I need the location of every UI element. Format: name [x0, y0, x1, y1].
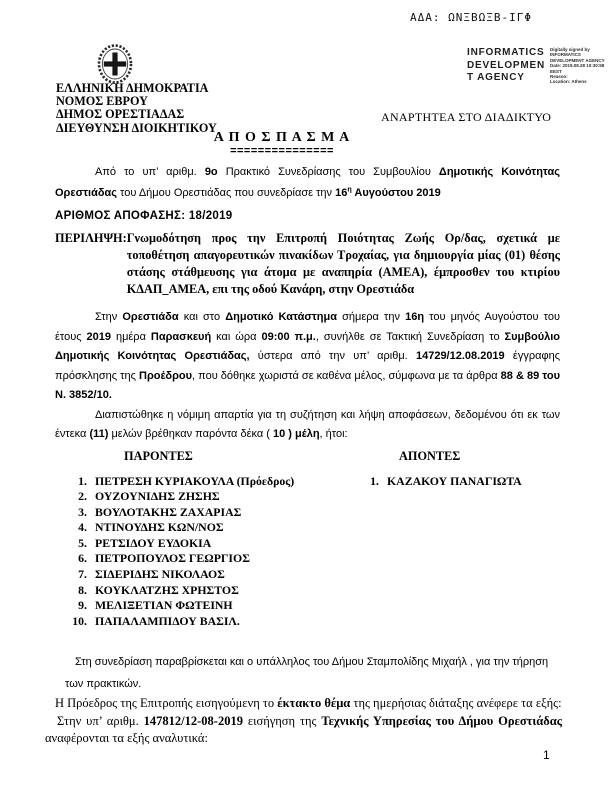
org-header-line: ΕΛΛΗΝΙΚΗ ΔΗΜΟΚΡΑΤΙΑ [56, 81, 209, 95]
present-list-item: ΡΕΤΣΙΔΟΥ ΕΥΔΟΚΙΑ [95, 535, 212, 550]
present-list-item: ΠΕΤΡΟΠΟΥΛΟΣ ΓΕΩΡΓΙΟΣ [95, 551, 250, 566]
present-list-item: ΒΟΥΛΟΤΑΚΗΣ ΖΑΧΑΡΙΑΣ [95, 504, 242, 519]
summary-block [55, 230, 560, 298]
stamp-detail-line: EEST [550, 68, 562, 74]
org-header-line: ΝΟΜΟΣ ΕΒΡΟΥ [56, 94, 148, 109]
present-list-item: ΠΕΤΡΕΣΗ ΚΥΡΙΑΚΟΥΛΑ (Πρόεδρος) [95, 473, 295, 488]
stamp-detail-line: Reason: [550, 74, 568, 80]
chair-paragraph: Η Πρόεδρος της Επιτροπής εισηγούμενη το έκτακτο θέμα της ημερήσιας διάταξης ανέφερε τα εξής: [55, 695, 562, 710]
stamp-detail-line: DEVELOPMENT AGENCY [550, 57, 605, 63]
title-underline: =============== [230, 145, 334, 157]
stamp-signature-details [550, 47, 612, 85]
intro-paragraph: Από το υπ’ αριθμ. 9ο Πρακτικό Συνεδρίασης του Συμβουλίου Δημοτικής Κοινότητας Ορεστιάδας του Δήμου Ορεστιάδας που συνεδρίασε την $16^\eta$ Αυγούστου 2019 [55, 166, 560, 199]
attendance-section [0, 449, 612, 635]
page-number: 1 [543, 748, 550, 762]
stamp-detail-line: INFORMATICS [550, 52, 581, 58]
summary-label: ΠΕΡΙΛΗΨΗ: [55, 231, 127, 245]
org-header-line: ΔΗΜΟΣ ΟΡΕΣΤΙΑΔΑΣ [56, 107, 185, 122]
document-title: Α Π Ο Σ Π Α Σ Μ Α [213, 130, 351, 145]
quorum-paragraph: Διαπιστώθηκε η νόμιμη απαρτία για τη συζήτηση και λήψη αποφάσεων, δεδομένου ότι εκ των έντεκα (11) μελών βρέθηκαν παρόντα δέκα ( 10 ) μέλη, ήτοι: [55, 408, 560, 440]
stamp-detail-line: Location: Athens [550, 79, 587, 85]
absent-list-item: ΚΑΖΑΚΟΥ ΠΑΝΑΓΙΩΤΑ [387, 473, 522, 488]
present-list-item: ΜΕΛΙΞΕΤΙΑΝ ΦΩΤΕΙΝΗ [95, 598, 233, 613]
org-header [56, 82, 217, 135]
absent-list [352, 474, 572, 490]
stamp-agency-line: T AGENCY [467, 72, 525, 83]
digital-signature-stamp [467, 47, 612, 85]
session-paragraph: Στην Ορεστιάδα και στο Δημοτικό Κατάστημα σήμερα την 16η του μηνός Αυγούστου του έτους 2019 ημέρα Παρασκευή και ώρα 09:00 π.μ., συνήλθε σε Τακτική Συνεδρίαση το Συμβούλιο Δημοτικής Κοινότητας Ορεστιάδας, ύστερα από την υπ’ αριθμ. 14729/12.08.2019 έγγραφης πρόσκλησης της Προέδρου, που δόθηκε χωριστά σε καθένα μέλος, σύμφωνα με τα άρθρα 88 & 89 του Ν. 3852/10. [55, 311, 560, 401]
publication-note: ΑΝΑΡΤΗΤΕΑ ΣΤΟ ΔΙΑΔΙΚΤΥΟ [381, 110, 552, 124]
present-list-item: ΟΥΖΟΥΝΙΔΗΣ ΖΗΣΗΣ [95, 489, 220, 504]
present-list-item: ΚΟΥΚΛΑΤΖΗΣ ΧΡΗΣΤΟΣ [95, 582, 239, 597]
present-list-item: ΠΑΠΑΛΑΜΠΙΔΟΥ ΒΑΣΙΛ. [95, 613, 240, 628]
referral-paragraph: Στην υπ’ αριθμ. 147812/12-08-2019 εισήγηση της Τεχνικής Υπηρεσίας του Δήμου Ορεστιάδας αναφέρονται τα εξής αναλυτικά: [45, 713, 562, 745]
org-header-line: ΔΙΕΥΘΥΝΣΗ ΔΙΟΙΚΗΤΙΚΟΥ [56, 120, 217, 135]
summary-text: Γνωμοδότηση προς την Επιτροπή Ποιότητας Ζωής Ορ/δας, σχετικά με τοποθέτηση απαγορευτικών πινακίδων Τροχαίας, για δημιουργία μίας (01) θέσης στάσης στάθμευσης για άτομα με αναπηρία (ΑΜΕΑ), έμπροσθεν του κτιρίου ΚΔΑΠ_ΑΜΕΑ, επι της οδού Κανάρη, στην Ορεστιάδα [126, 231, 560, 296]
stamp-agency-line: DEVELOPMEN [467, 59, 546, 71]
present-list-item: ΝΤΙΝΟΥΔΗΣ ΚΩΝ/ΝΟΣ [95, 520, 224, 535]
stamp-agency-line: INFORMATICS [467, 47, 545, 58]
present-list-item: ΣΙΔΕΡΙΔΗΣ ΝΙΚΟΛΑΟΣ [95, 567, 225, 582]
ada-number: ΑΔΑ: ΩΝΞΒΩΞΒ-ΙΓΦ [410, 11, 532, 24]
stamp-detail-line: Date: 2019.08.28 10:30:58 [550, 63, 605, 69]
decision-number: ΑΡΙΘΜΟΣ ΑΠΟΦΑΣΗΣ: 18/2019 [55, 210, 233, 222]
secretary-paragraph: Στη συνεδρίαση παραβρίσκεται και ο υπάλληλος του Δήμου Σταμπολίδης Μιχαήλ , για την τήρηση των πρακτικών. [65, 655, 549, 690]
present-list [60, 474, 320, 630]
present-header: ΠΑΡΟΝΤΕΣ [124, 448, 193, 463]
stamp-agency-name [467, 47, 545, 85]
stamp-detail-line: Digitally signed by [550, 47, 590, 52]
absent-header: ΑΠΟΝΤΕΣ [399, 448, 461, 463]
